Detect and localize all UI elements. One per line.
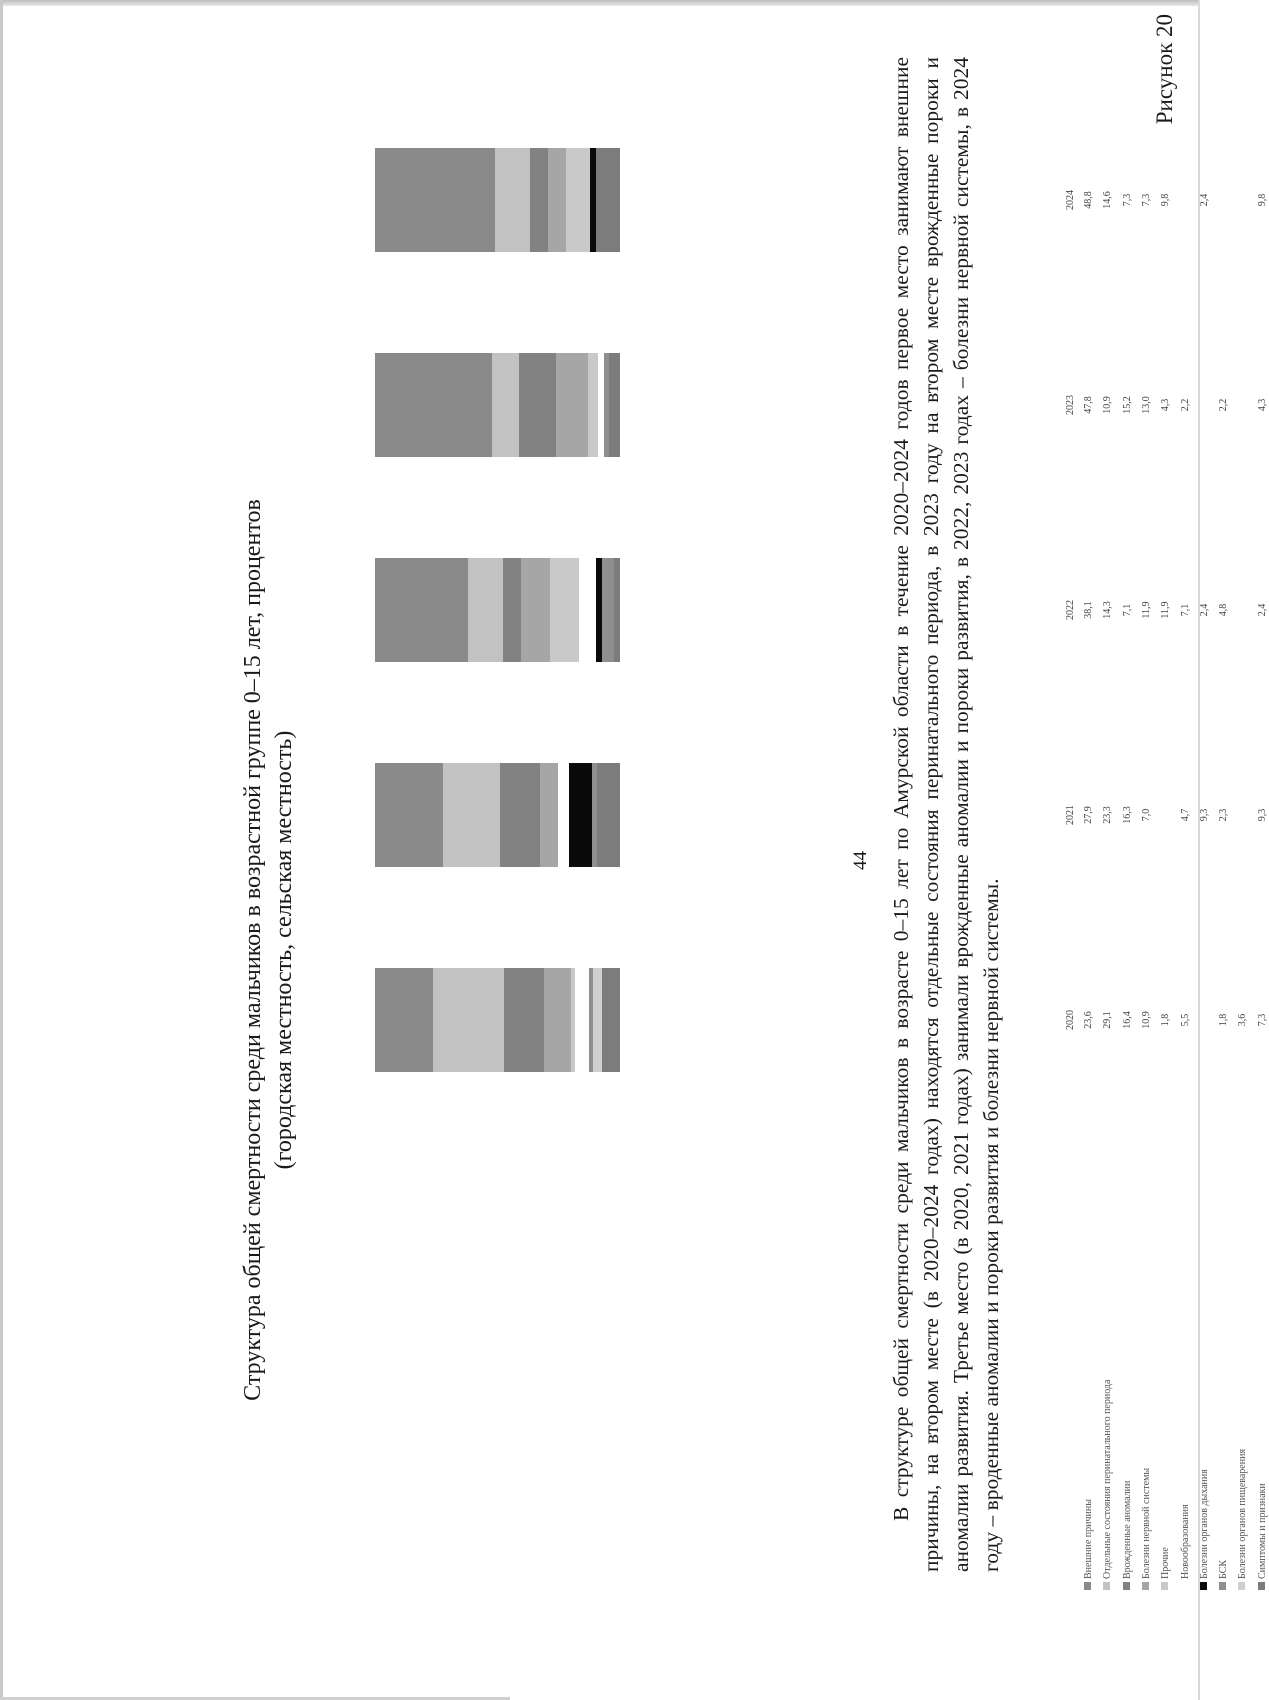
legend-item [1102, 1030, 1114, 1590]
data-value-label: 4,3 [1256, 398, 1268, 412]
legend-item [1122, 1030, 1134, 1590]
legend-item [1199, 1030, 1211, 1590]
bar-segment [443, 763, 500, 867]
bar-segment [597, 763, 620, 867]
data-value-label: 47,8 [1083, 396, 1094, 414]
data-value-label: 1,8 [1218, 1013, 1230, 1027]
legend-label: Внешние причины [1083, 1499, 1094, 1579]
bar-segment [596, 148, 620, 252]
legend-swatch [1219, 1582, 1226, 1590]
data-value-label: 2,3 [1218, 808, 1230, 822]
data-value-label: 7,3 [1140, 193, 1152, 207]
data-value-label: 9,8 [1160, 193, 1172, 207]
bar-segment [500, 763, 540, 867]
bar-segment [375, 148, 495, 252]
bar-segment [503, 558, 520, 662]
legend-item [1218, 1030, 1230, 1590]
data-value-label: 11,9 [1140, 601, 1152, 619]
data-value-label: 27,9 [1083, 806, 1094, 824]
bar-segment [530, 148, 548, 252]
bar-segment [492, 353, 519, 457]
data-value-label: 15,2 [1121, 396, 1133, 414]
legend-item [1141, 1030, 1153, 1590]
legend-label: Прочие [1160, 1547, 1172, 1579]
year-label: 2022 [1065, 600, 1076, 620]
legend-label: Болезни органов пищеварения [1237, 1448, 1249, 1579]
bar-segment [558, 763, 570, 867]
legend-swatch [1181, 1582, 1188, 1590]
bar-segment [569, 763, 592, 867]
legend-item [1083, 1030, 1095, 1590]
bar-segment [375, 968, 433, 1072]
bar-segment [519, 353, 556, 457]
data-value-label: 2,4 [1198, 193, 1210, 207]
legend-swatch [1200, 1582, 1207, 1590]
bar-segment [375, 353, 492, 457]
bar-segment [614, 558, 620, 662]
bar-segment [375, 558, 468, 662]
legend-label: Болезни органов дыхания [1198, 1469, 1210, 1579]
legend-item [1237, 1030, 1249, 1590]
legend-swatch [1238, 1582, 1245, 1590]
bar-segment [375, 763, 443, 867]
data-value-label: 16,4 [1121, 1011, 1133, 1029]
bar-segment [495, 148, 531, 252]
data-value-label: 29,1 [1102, 1011, 1114, 1029]
data-value-label: 16,3 [1121, 806, 1133, 824]
data-value-label: 9,3 [1198, 808, 1210, 822]
legend-swatch [1123, 1582, 1130, 1590]
legend-swatch [1084, 1582, 1091, 1590]
data-value-label: 11,9 [1160, 601, 1172, 619]
bar-segment [593, 968, 602, 1072]
data-value-label: 1,8 [1160, 1013, 1172, 1027]
data-value-label: 14,3 [1102, 601, 1114, 619]
legend-label: Симптомы и признаки [1256, 1483, 1268, 1579]
figure-label: Рисунок 20 [1152, 14, 1177, 125]
legend-swatch [1258, 1582, 1265, 1590]
legend-item [1160, 1030, 1172, 1590]
bar-segment [521, 558, 550, 662]
legend-swatch [1142, 1582, 1149, 1590]
data-value-label: 23,3 [1102, 806, 1114, 824]
year-label: 2023 [1065, 395, 1076, 415]
data-value-label: 23,6 [1083, 1011, 1094, 1029]
bar-segment [579, 558, 596, 662]
bar-segment [550, 558, 579, 662]
bar-segment [540, 763, 557, 867]
data-value-label: 5,5 [1179, 1013, 1191, 1027]
legend-label: Болезни нервной системы [1140, 1467, 1152, 1579]
data-value-label: 2,2 [1179, 398, 1191, 412]
legend-swatch [1161, 1582, 1168, 1590]
data-value-label: 7,1 [1121, 603, 1133, 617]
bar-segment [566, 148, 590, 252]
legend-label: Отдельные состояния перинатального периода [1102, 1379, 1114, 1579]
legend-item [1257, 1030, 1269, 1590]
bar-segment [609, 353, 620, 457]
page-number: 44 [850, 851, 871, 870]
body-paragraph [886, 57, 1006, 1572]
bar-segment [575, 968, 588, 1072]
data-value-label: 48,8 [1083, 191, 1094, 209]
data-value-label: 13,0 [1140, 396, 1152, 414]
legend-item [1180, 1030, 1192, 1590]
paragraph-text: В структуре общей смертности среди мальчиков в возрасте 0–15 лет по Амурской области в течение 2020–2024 годов первое место занимают внешние причины, на втором месте (в 2020–2024 годах) находятся отдельные состояния перинатального периода, в 2023 году на втором месте врожденные пороки и аномалии развития. Третье место (в 2020, 2021 годах) занимали врожденные аномалии и пороки развития, в 2022, 2023 годах – болезни нервной системы, в 2024 году – вроденные аномалии и пороки развития и болезни нервной системы. [889, 57, 1003, 1572]
bar-segment [433, 968, 504, 1072]
chart-title: Структура общей смертности среди мальчиков в возрастной группе 0–15 лет, процентов [240, 499, 266, 1401]
data-value-label: 2,2 [1218, 398, 1230, 412]
legend-label: Врожденные аномалии [1121, 1480, 1133, 1579]
data-value-label: 10,9 [1140, 1011, 1152, 1029]
year-label: 2024 [1065, 190, 1076, 210]
data-value-label: 38,1 [1083, 601, 1094, 619]
bar-segment [544, 968, 571, 1072]
data-value-label: 2,4 [1256, 603, 1268, 617]
data-value-label: 9,8 [1256, 193, 1268, 207]
bar-segment [556, 353, 588, 457]
legend-label: БСК [1218, 1559, 1230, 1579]
data-value-label: 4,8 [1218, 603, 1230, 617]
data-value-label: 4,7 [1179, 808, 1191, 822]
year-label: 2020 [1065, 1010, 1076, 1030]
bar-segment [468, 558, 503, 662]
bar-segment [588, 353, 599, 457]
data-value-label: 2,4 [1198, 603, 1210, 617]
legend-label: Новообразования [1179, 1504, 1191, 1579]
data-value-label: 4,3 [1160, 398, 1172, 412]
bar-segment [504, 968, 544, 1072]
legend-swatch [1103, 1582, 1110, 1590]
data-value-label: 9,3 [1256, 808, 1268, 822]
data-value-label: 7,3 [1256, 1013, 1268, 1027]
data-value-label: 7,1 [1179, 603, 1191, 617]
data-value-label: 10,9 [1102, 396, 1114, 414]
bar-segment [602, 968, 620, 1072]
chart-subtitle: (городская местность, сельская местность) [271, 730, 297, 1170]
bar-segment [548, 148, 566, 252]
data-value-label: 14,6 [1102, 191, 1114, 209]
bar-segment [602, 558, 614, 662]
data-value-label: 3,6 [1237, 1013, 1249, 1027]
data-value-label: 7,3 [1121, 193, 1133, 207]
data-value-label: 7,0 [1140, 808, 1152, 822]
year-label: 2021 [1065, 805, 1076, 825]
